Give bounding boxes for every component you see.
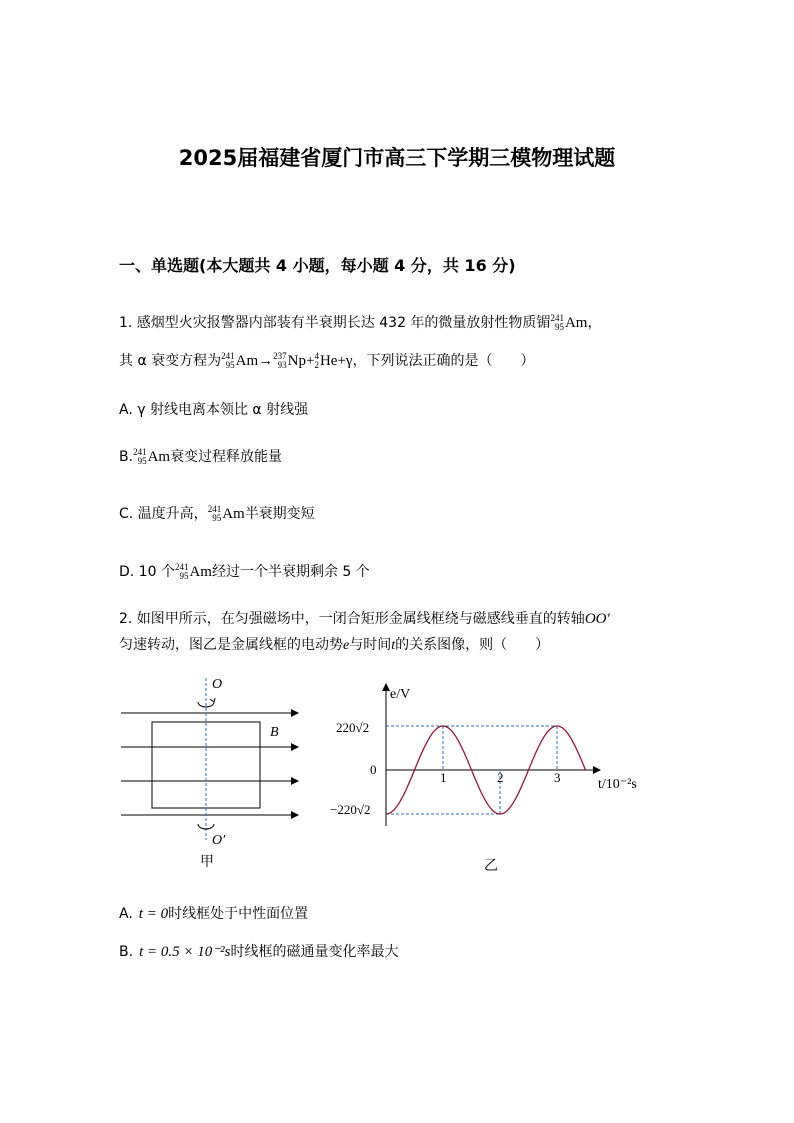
am-symbol: Am — [564, 315, 588, 331]
q1-option-b: B. 241 95 Am衰变过程释放能量 — [119, 447, 283, 466]
q2-line2: 匀速转动，图乙是金属线框的电动势e与时间t的关系图像，则（ ） — [119, 637, 550, 653]
q1-option-c: C. 温度升高， 241 95 Am半衰期变短 — [119, 504, 315, 523]
page-title: 2025届福建省厦门市高三下学期三模物理试题 — [178, 146, 616, 170]
figure-yi-chart — [328, 676, 658, 856]
x-axis-label: t/10⁻²s — [598, 777, 637, 792]
y-tick-top: 220√2 — [336, 720, 370, 735]
q1-line1-text: 1. 感烟型火灾报警器内部装有半衰期长达 432 年的微量放射性物质镅 — [119, 315, 551, 331]
figure-jia — [118, 672, 308, 872]
caption-jia: 甲 — [200, 854, 214, 870]
q1-line1: 1. 感烟型火灾报警器内部装有半衰期长达 432 年的微量放射性物质镅 241 95 Am， — [119, 313, 602, 332]
y-tick-zero: 0 — [370, 762, 377, 777]
label-O-prime: O′ — [212, 833, 226, 848]
q2-option-b: B. t = 0.5 × 10⁻²s时线框的磁通量变化率最大 — [119, 944, 399, 960]
q2-option-a: A. t = 0时线框处于中性面位置 — [119, 906, 309, 922]
q1-line2: 其 α 衰变方程为 241 95 Am→ 237 93 Np+ 4 2 He+γ，下列说法正确的是（ ） — [119, 351, 535, 370]
q1-option-a: A. γ 射线电离本领比 α 射线强 — [119, 402, 309, 418]
label-O: O — [212, 677, 223, 692]
x-tick-label: 3 — [554, 770, 561, 785]
y-tick-bottom: −220√2 — [330, 802, 371, 817]
x-tick-label: 2 — [497, 770, 504, 785]
q2-line1: 2. 如图甲所示，在匀强磁场中，一闭合矩形金属线框绕与磁感线垂直的转轴OO′ — [119, 611, 610, 627]
section-heading: 一、单选题(本大题共 4 小题，每小题 4 分，共 16 分) — [119, 256, 516, 275]
axis-label: OO′ — [584, 611, 610, 627]
label-B: B — [270, 725, 279, 740]
y-axis-label: e/V — [390, 687, 411, 702]
am-nuclide-notation: 241 95 — [550, 313, 564, 332]
caption-yi: 乙 — [484, 858, 498, 874]
x-tick-label: 1 — [440, 770, 447, 785]
arrow-symbol: → — [258, 353, 274, 369]
q1-option-d: D. 10 个 241 95 Am经过一个半衰期剩余 5 个 — [119, 562, 370, 581]
